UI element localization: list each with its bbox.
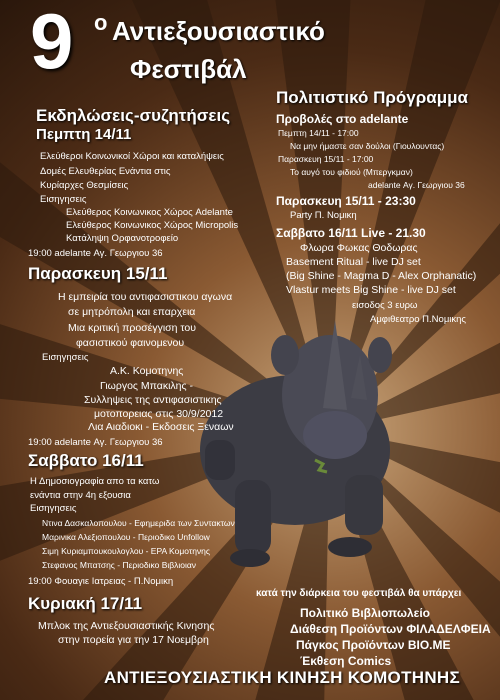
sat-live-venue: Αμφιθεατρο Π.Νομικης [370,314,467,325]
thu-line: Δομές Ελευθερίας Ενάντια στις [40,166,171,177]
festival-title-line1: Αντιεξουσιαστικό [112,16,325,46]
organizer-footer: ΑΝΤΙΕΞΟΥΣΙΑΣΤΙΚΗ ΚΙΝΗΣΗ ΚΟΜΟΤΗΝΗΣ [104,668,460,687]
thu-day: Πεμπτη 14/11 [36,126,132,143]
sat-speaker: Στεφανος Μπατσης - Περιοδικο Βιβλιοιαν [42,560,197,570]
thu-speaker: Ελεύθερος Κοινωνικος Χώρος Adelante [66,207,233,218]
sat-live-entry: εισοδος 3 ευρω [352,300,418,311]
fri-speaker: Γιωργος Μπακιλης - [100,380,193,392]
fri-line: Η εμπειρία του αντιφασιστικου αγωνα [58,291,233,303]
fri-venue: 19:00 adelante Αγ. Γεωργιου 36 [28,437,163,448]
sat-live-act: (Big Shine - Magma D - Alex Orphanatic) [286,270,477,282]
screenings-title: Προβολές στο adelante [276,112,409,126]
thu-line: Εισηγησεις [40,194,87,205]
screening-item: Να μην ήμαστε σαν δούλοι (Γιουλουντας) [290,141,445,151]
fri-speaker: μοτοπορειας στις 30/9/2012 [94,408,224,420]
fri-speaker: Λια Αιαδιοκι - Εκδοσεις Ξεναων [88,421,234,433]
sat-speaker: Σιμη Κυριαμπουκουλογλου - ΕΡΑ Κομοτηνης [42,546,210,556]
festival-number: 9 [30,0,74,85]
during-item: Έκθεση Comics [300,654,392,668]
during-item: Πάγκος Προϊόντων BIO.ME [296,638,451,652]
sat-live-title: Σαββατο 16/11 Live - 21.30 [276,226,426,240]
rhino-illustration [195,300,425,580]
sun-day: Κυριακή 17/11 [28,594,143,613]
thu-line: Ελεύθεροι Κοινωνικοί Χώροι και καταλήψεις [40,151,224,162]
events-heading: Εκδηλώσεις-συζητήσεις [36,106,231,125]
fri-line: Εισηγησεις [42,352,89,363]
during-title: κατά την διάρκεια του φεστιβάλ θα υπάρχει [256,588,462,599]
ordinal-suffix: ο [94,10,108,35]
sat-live-act: Basement Ritual - live DJ set [286,256,421,268]
thu-speaker: Κατάληψη Ορφανοτροφείο [66,233,179,244]
screening-item: Πεμπτη 14/11 - 17:00 [278,128,359,138]
sat-live-act: Φλωρα Φωκας Θοδωρας [300,242,418,254]
sat-live-act: Vlastur meets Big Shine - live DJ set [286,284,456,296]
fri-speaker: Α.Κ. Κομοτηνης [110,365,184,377]
sat-line: Εισηγησεις [30,503,77,514]
screening-item: Το αυγό του φιδιού (Μπεργκμαν) [290,167,413,177]
thu-speaker: Ελεύθερος Κοινωνικος Χώρος Micropolis [66,220,239,231]
cultural-heading: Πολιτιστικό Πρόγραμμα [276,88,468,107]
thu-venue: 19:00 adelante Αγ. Γεωργιου 36 [28,248,163,259]
fri-speaker: Συλληψεις της αντιφασιστικης [84,394,222,406]
fri-day: Παρασκευη 15/11 [28,264,168,283]
sat-line: Η Δημοσιογραφία απο τα κατω [30,476,160,487]
thu-line: Κυρίαρχες Θεσμίσεις [40,180,129,191]
fri-line: σε μητρόπολη και επαρχεια [68,306,196,318]
during-item: Πολιτικό Βιβλιοπωλείο [300,606,431,620]
festival-title-line2: Φεστιβάλ [130,54,247,84]
fri-party-line: Party Π. Νομικη [290,210,357,221]
sun-line: στην πορεία για την 17 Νοεμβρη [58,634,209,646]
during-item: Διάθεση Προϊόντων ΦΙΛΑΔΕΛΦΕΙΑ [290,622,491,636]
sat-speaker: Μαρινικα Αλεξιοπουλου - Περιοδικο Unfollow [42,532,210,542]
fri-line: φασιστικού φαινομενου [76,337,185,349]
screening-item: adelante Αγ. Γεωργιου 36 [368,180,465,190]
sat-day: Σαββατο 16/11 [28,451,144,470]
sun-line: Μπλοκ της Αντιεξουσιαστικής Κινησης [38,620,215,632]
fri-party-title: Παρασκευη 15/11 - 23:30 [276,194,416,208]
fri-line: Μια κριτική προσέγγιση του [68,322,196,334]
sat-line: ενάντια στην 4η εξουσια [30,490,131,501]
sat-venue: 19:00 Φουαγιε Ιατρειας - Π.Νομικη [28,576,174,587]
screening-item: Παρασκευη 15/11 - 17:00 [278,154,374,164]
sat-speaker: Ντινα Δασκαλοπουλου - Εφημεριδα των Συντακτων [42,518,235,528]
